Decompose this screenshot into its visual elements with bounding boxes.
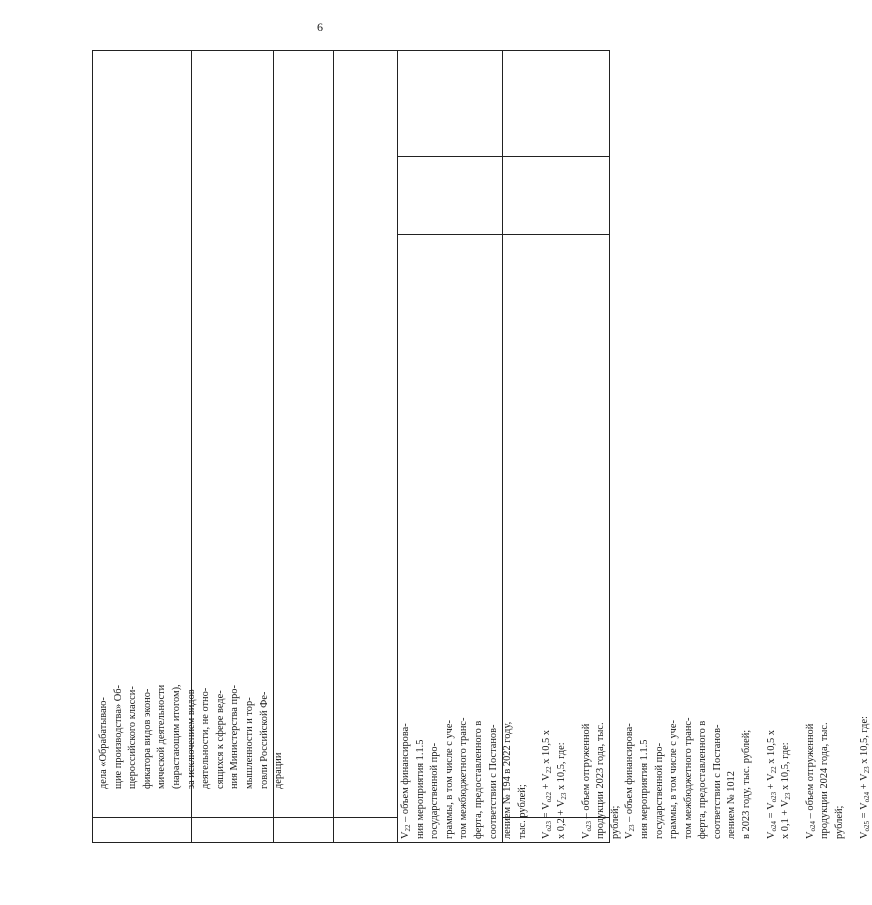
cell-line: ния мероприятия 1.1.5 (414, 739, 426, 839)
indicator-name-cell (97, 684, 287, 789)
rotated-table (92, 50, 871, 843)
cell-line: мической деятельности (156, 684, 168, 789)
cell-line: лением № 194 в 2022 году, (502, 721, 514, 839)
cell-line: соответствии с Постанов- (711, 724, 723, 839)
cell-line: том межбюджетного транс- (458, 717, 470, 839)
cell-line: соответствии с Постанов- (487, 724, 499, 839)
cell-line: х $0,1 + V_{23}$ х 10,5, где: (780, 742, 793, 839)
cell-line: продукции 2023 года, тыс. (595, 722, 607, 839)
column-divider (333, 51, 334, 842)
cell-line: фикатора видов эконо- (141, 688, 153, 789)
cell-line: деятельности, не отно- (200, 687, 212, 789)
row-divider (397, 156, 610, 157)
cell-line: том межбюджетного транс- (682, 717, 694, 839)
cell-line: щероссийского класси- (127, 686, 139, 789)
cell-line: рублей; (834, 805, 846, 839)
column-divider (397, 51, 398, 842)
paragraph-gap (755, 716, 765, 839)
formula-cell (399, 716, 872, 839)
row-divider (397, 234, 610, 235)
cell-line: $V_{23}$ – объем финансирова- (624, 723, 637, 839)
cell-line: за исключением видов (185, 689, 197, 789)
cell-line: ния Министерства про- (229, 685, 241, 789)
cell-line: продукции 2024 года, тыс. (819, 722, 831, 839)
cell-line: ферта, предоставленного в (697, 720, 709, 839)
cell-line: (нарастающим итогом), (170, 684, 182, 789)
cell-line: тыс. рублей; (516, 784, 528, 839)
paragraph-gap (570, 716, 580, 839)
cell-line: в 2023 году, тыс. рублей; (741, 729, 753, 839)
cell-line: лением № 1012 (726, 771, 738, 839)
cell-line: государственной про- (653, 742, 665, 839)
paragraph-gap (794, 716, 804, 839)
cell-line: мышленности и тор- (243, 697, 255, 789)
page-number: 6 (317, 20, 323, 34)
cell-line: х $0,2 + V_{23}$ х 10,5, где: (555, 742, 568, 839)
paragraph-gap (530, 716, 540, 839)
cell-line: ния мероприятия 1.1.5 (638, 739, 650, 839)
row-divider (93, 817, 397, 818)
cell-line: $V_{о24}$ – объем отгруженной (804, 723, 817, 839)
cell-line: рублей; (609, 805, 621, 839)
cell-line: $V_{о23}$ – объем отгруженной (580, 723, 593, 839)
cell-line: ферта, предоставленного в (472, 720, 484, 839)
cell-line: $V_{о25} = V_{о24} + V_{23}$ х 10,5, где: (858, 716, 871, 839)
cell-line: дерации (273, 752, 285, 789)
cell-line: сящихся к сфере веде- (214, 690, 226, 789)
cell-line: государственной про- (429, 742, 441, 839)
cell-line: $V_{22}$ – объем финансирова- (400, 723, 412, 839)
cell-line: $V_{о24} = V_{о23} + V_{22}$ х 10,5 х (765, 729, 778, 839)
cell-line: щие производства» Об- (112, 685, 124, 789)
cell-line: дела «Обрабатываю- (98, 697, 109, 789)
cell-line: $V_{о23} = V_{о22} + V_{22}$ х 10,5 х (541, 729, 554, 839)
cell-line: граммы, в том числе с уче- (668, 720, 680, 839)
cell-line: говли Российской Фе- (258, 691, 270, 789)
cell-line: граммы, в том числе с уче- (443, 720, 455, 839)
paragraph-gap (848, 716, 858, 839)
